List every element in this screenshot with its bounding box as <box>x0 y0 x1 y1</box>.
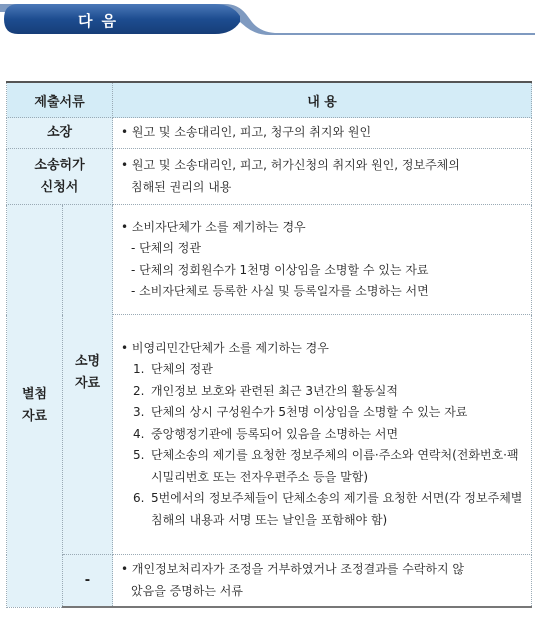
list-text: 단체의 상시 구성원수가 5천명 이상임을 소명할 수 있는 자료 <box>151 405 468 420</box>
row-content-consumer <box>113 205 532 315</box>
table-row <box>7 555 532 608</box>
list-number: 3. <box>133 405 145 420</box>
list-number: 6. <box>133 491 145 506</box>
content-line: • 원고 및 소송대리인, 피고, 허가신청의 취지와 원인, 정보주체의 <box>121 158 460 172</box>
row-label-attachments <box>7 205 63 608</box>
content-line: • 소비자단체가 소를 제기하는 경우 <box>121 219 306 234</box>
label-line: 별첨 <box>21 386 48 402</box>
content-line: • 개인정보처리자가 조정을 거부하였거나 조정결과를 수락하지 않 <box>121 562 464 576</box>
list-item <box>121 381 523 403</box>
table-row <box>7 205 532 315</box>
list-number: 4. <box>133 426 145 441</box>
list-text: 5번에서의 정보주체들이 단체소송의 제기를 요청한 서면(각 정보주체별 침해의 내용과 서명 또는 날인을 포함해야 함) <box>151 491 523 527</box>
content-line: • 비영리민간단체가 소를 제기하는 경우 <box>121 340 329 355</box>
list-text: 단체의 정관 <box>151 362 213 377</box>
document-table <box>6 81 532 608</box>
table-header-row <box>7 82 532 118</box>
list-text: 개인정보 보호와 관련된 최근 3년간의 활동실적 <box>151 383 398 398</box>
label-line: 자료 <box>74 376 101 391</box>
row-content-permission <box>113 149 532 205</box>
content-line: • 원고 및 소송대리인, 피고, 청구의 취지와 원인 <box>121 125 372 140</box>
list-item <box>121 445 523 488</box>
list-text: 단체소송의 제기를 요청한 정보주체의 이름·주소와 연락처(전화번호·팩시밀리번호 또는 전자우편주소 등을 말함) <box>151 448 519 484</box>
content-line: 침해된 권리의 내용 <box>131 179 232 194</box>
label-line: 소송허가 <box>34 157 85 173</box>
row-content-complaint <box>113 118 532 149</box>
list-text: 중앙행정기관에 등록되어 있음을 소명하는 서면 <box>151 426 399 441</box>
row-label-other: - <box>63 555 113 608</box>
list-item: - 단체의 정회원수가 1천명 이상임을 소명할 수 있는 자료 <box>131 262 429 277</box>
row-content-nonprofit <box>113 315 532 555</box>
header-contents: 내 용 <box>113 82 532 118</box>
label-line: 소명 <box>74 354 101 369</box>
list-number: 1. <box>133 362 145 377</box>
table-row <box>7 149 532 205</box>
list-item <box>121 402 523 424</box>
header-documents: 제출서류 <box>7 82 113 118</box>
banner-title: 다음 <box>78 12 125 30</box>
row-label-complaint: 소장 <box>7 118 113 149</box>
list-number: 5. <box>133 448 145 463</box>
row-content-other <box>113 555 532 608</box>
list-item <box>121 488 523 531</box>
row-label-permission <box>7 149 113 205</box>
list-number: 2. <box>133 383 145 398</box>
list-item: - 소비자단체로 등록한 사실 및 등록일자를 소명하는 서면 <box>131 284 429 298</box>
content-line: 았음을 증명하는 서류 <box>131 583 243 598</box>
table-row <box>7 118 532 149</box>
row-label-evidence <box>63 205 113 555</box>
list-item <box>121 424 523 446</box>
section-banner <box>0 0 535 40</box>
label-line: 자료 <box>21 408 48 424</box>
list-item: - 단체의 정관 <box>131 241 201 255</box>
label-line: 신청서 <box>40 179 79 195</box>
list-item <box>121 359 523 381</box>
